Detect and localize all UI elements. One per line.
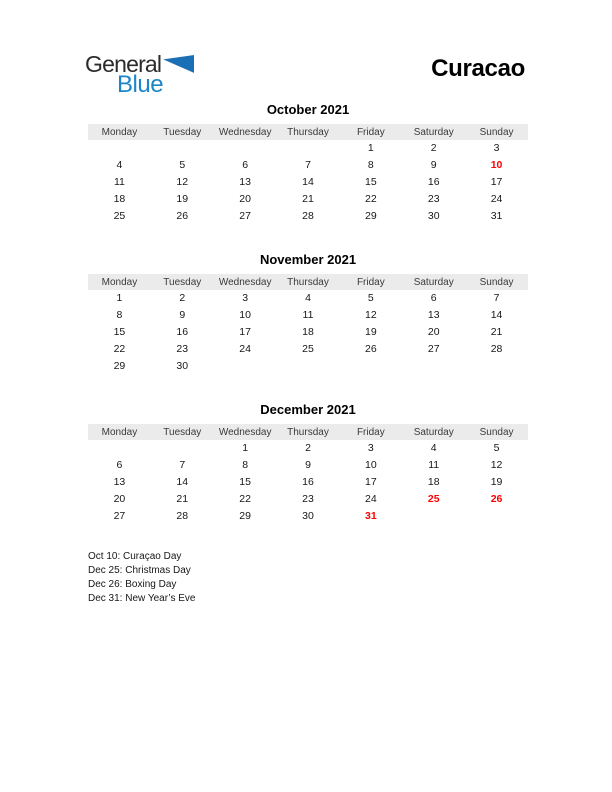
month-title: November 2021: [259, 252, 357, 267]
day-cell: 21: [490, 325, 503, 338]
day-cell: 14: [176, 475, 189, 488]
week-row: [88, 340, 528, 357]
logo-text-general: General: [85, 51, 162, 77]
day-cell: 7: [179, 459, 186, 472]
holiday-notes: [88, 550, 195, 606]
week-row: [88, 157, 528, 174]
day-cell: 26: [365, 342, 377, 355]
day-cell: 10: [239, 309, 251, 322]
day-cell: 29: [239, 509, 251, 522]
month-december: [88, 402, 528, 524]
day-cell: 15: [239, 475, 251, 488]
weekday-label: Sunday: [479, 126, 514, 138]
day-cell: 15: [365, 175, 377, 188]
day-cell: 4: [430, 442, 437, 455]
weekday-header-row: [88, 274, 528, 290]
day-cell: 8: [242, 459, 249, 472]
week-row: [88, 507, 528, 524]
weekday-label: Sunday: [479, 276, 514, 288]
weekday-label: Saturday: [413, 426, 454, 438]
day-cell: 26: [490, 492, 503, 505]
day-cell: 4: [116, 159, 123, 172]
holiday-note: Dec 26: Boxing Day: [88, 579, 177, 590]
day-cell: 14: [490, 309, 503, 322]
day-cell: 30: [176, 359, 189, 372]
day-cell: 19: [365, 325, 377, 338]
day-cell: 27: [427, 342, 440, 355]
day-cell: 30: [427, 209, 440, 222]
day-cell: 23: [302, 492, 314, 505]
day-cell: 3: [493, 142, 500, 155]
day-cell: 17: [490, 175, 503, 188]
day-cell: 13: [427, 309, 440, 322]
day-cell: 4: [305, 292, 311, 305]
day-cell: 28: [176, 509, 189, 522]
day-cell: 11: [113, 175, 125, 188]
weekday-label: Thursday: [287, 276, 329, 288]
weekday-label: Sunday: [479, 426, 514, 438]
month-grid: [88, 440, 528, 524]
weekday-label: Thursday: [287, 126, 329, 138]
day-cell: 31: [365, 509, 377, 522]
day-cell: 25: [302, 342, 314, 355]
day-cell: 9: [430, 159, 437, 172]
day-cell: 9: [179, 309, 186, 322]
day-cell: 2: [430, 142, 437, 155]
week-row: [88, 457, 528, 474]
weekday-label: Monday: [101, 426, 138, 438]
day-cell: 11: [302, 309, 314, 322]
day-cell: 25: [113, 209, 126, 222]
weekday-label: Wednesday: [218, 126, 272, 138]
weekday-header-row: [88, 124, 528, 140]
logo-text-blue: Blue: [117, 71, 164, 98]
day-cell: 28: [490, 342, 503, 355]
month-november: [88, 252, 528, 374]
day-cell: 24: [490, 192, 503, 205]
day-cell: 14: [302, 175, 314, 188]
day-cell: 2: [179, 292, 186, 305]
day-cell: 10: [365, 459, 377, 472]
day-cell: 22: [239, 492, 251, 505]
month-title: October 2021: [266, 102, 350, 117]
day-cell: 28: [302, 209, 314, 222]
holiday-note: Dec 25: Christmas Day: [88, 565, 191, 576]
week-row: [88, 324, 528, 341]
weekday-label: Saturday: [413, 126, 454, 138]
day-cell: 12: [490, 459, 503, 472]
month-grid: [88, 140, 528, 224]
holiday-note: Oct 10: Curaçao Day: [88, 551, 182, 562]
day-cell: 10: [490, 159, 503, 172]
day-cell: 8: [116, 309, 123, 322]
day-cell: 24: [365, 492, 377, 505]
day-cell: 23: [427, 192, 440, 205]
day-cell: 12: [365, 309, 377, 322]
weekday-label: Monday: [101, 126, 138, 138]
day-cell: 16: [176, 325, 189, 338]
day-cell: 26: [176, 209, 189, 222]
day-cell: 9: [305, 459, 311, 472]
day-cell: 3: [242, 292, 249, 305]
weekday-label: Monday: [101, 276, 138, 288]
weekday-label: Friday: [356, 126, 385, 138]
day-cell: 6: [242, 159, 249, 172]
day-cell: 7: [493, 292, 500, 305]
weekday-label: Wednesday: [218, 276, 272, 288]
week-row: [88, 474, 528, 491]
day-cell: 11: [428, 459, 440, 472]
day-cell: 1: [116, 292, 123, 305]
weekday-header-row: [88, 424, 528, 440]
weekday-label: Wednesday: [218, 426, 272, 438]
holiday-note: Dec 31: New Year’s Eve: [88, 593, 196, 604]
day-cell: 21: [302, 192, 314, 205]
day-cell: 27: [113, 509, 126, 522]
day-cell: 1: [242, 442, 249, 455]
week-row: [88, 490, 528, 507]
day-cell: 3: [367, 442, 374, 455]
day-cell: 5: [367, 292, 374, 305]
day-cell: 19: [176, 192, 189, 205]
day-cell: 20: [239, 192, 251, 205]
day-cell: 22: [113, 342, 126, 355]
day-cell: 17: [365, 475, 377, 488]
weekday-label: Tuesday: [163, 126, 202, 138]
week-row: [88, 140, 528, 157]
month-title: December 2021: [260, 402, 356, 417]
day-cell: 29: [113, 359, 126, 372]
day-cell: 6: [116, 459, 123, 472]
day-cell: 16: [302, 475, 314, 488]
day-cell: 8: [367, 159, 374, 172]
weekday-label: Friday: [356, 276, 385, 288]
day-cell: 18: [113, 192, 126, 205]
day-cell: 13: [239, 175, 251, 188]
month-grid: [88, 290, 528, 374]
day-cell: 5: [179, 159, 186, 172]
weekday-label: Thursday: [287, 426, 329, 438]
day-cell: 25: [427, 492, 440, 505]
day-cell: 20: [113, 492, 126, 505]
page-title: Curacao: [431, 55, 525, 82]
day-cell: 20: [427, 325, 440, 338]
day-cell: 16: [427, 175, 440, 188]
day-cell: 29: [365, 209, 377, 222]
month-october: [88, 102, 528, 224]
weekday-label: Tuesday: [163, 276, 202, 288]
week-row: [88, 207, 528, 224]
week-row: [88, 290, 528, 307]
logo-triangle-icon: [163, 55, 194, 73]
weekday-label: Friday: [356, 426, 385, 438]
general-blue-logo: [85, 53, 194, 96]
day-cell: 23: [176, 342, 189, 355]
weekday-label: Saturday: [413, 276, 454, 288]
day-cell: 12: [176, 175, 189, 188]
day-cell: 1: [367, 142, 374, 155]
day-cell: 30: [302, 509, 314, 522]
weekday-label: Tuesday: [163, 426, 202, 438]
day-cell: 5: [493, 442, 500, 455]
week-row: [88, 190, 528, 207]
day-cell: 18: [427, 475, 440, 488]
day-cell: 22: [365, 192, 377, 205]
day-cell: 13: [113, 475, 126, 488]
week-row: [88, 440, 528, 457]
week-row: [88, 174, 528, 191]
week-row: [88, 357, 528, 374]
day-cell: 18: [302, 325, 314, 338]
day-cell: 17: [239, 325, 251, 338]
day-cell: 24: [239, 342, 251, 355]
day-cell: 27: [239, 209, 251, 222]
day-cell: 7: [305, 159, 311, 172]
week-row: [88, 307, 528, 324]
day-cell: 31: [490, 209, 503, 222]
day-cell: 2: [305, 442, 311, 455]
day-cell: 21: [176, 492, 189, 505]
day-cell: 15: [113, 325, 126, 338]
day-cell: 6: [430, 292, 437, 305]
day-cell: 19: [490, 475, 503, 488]
